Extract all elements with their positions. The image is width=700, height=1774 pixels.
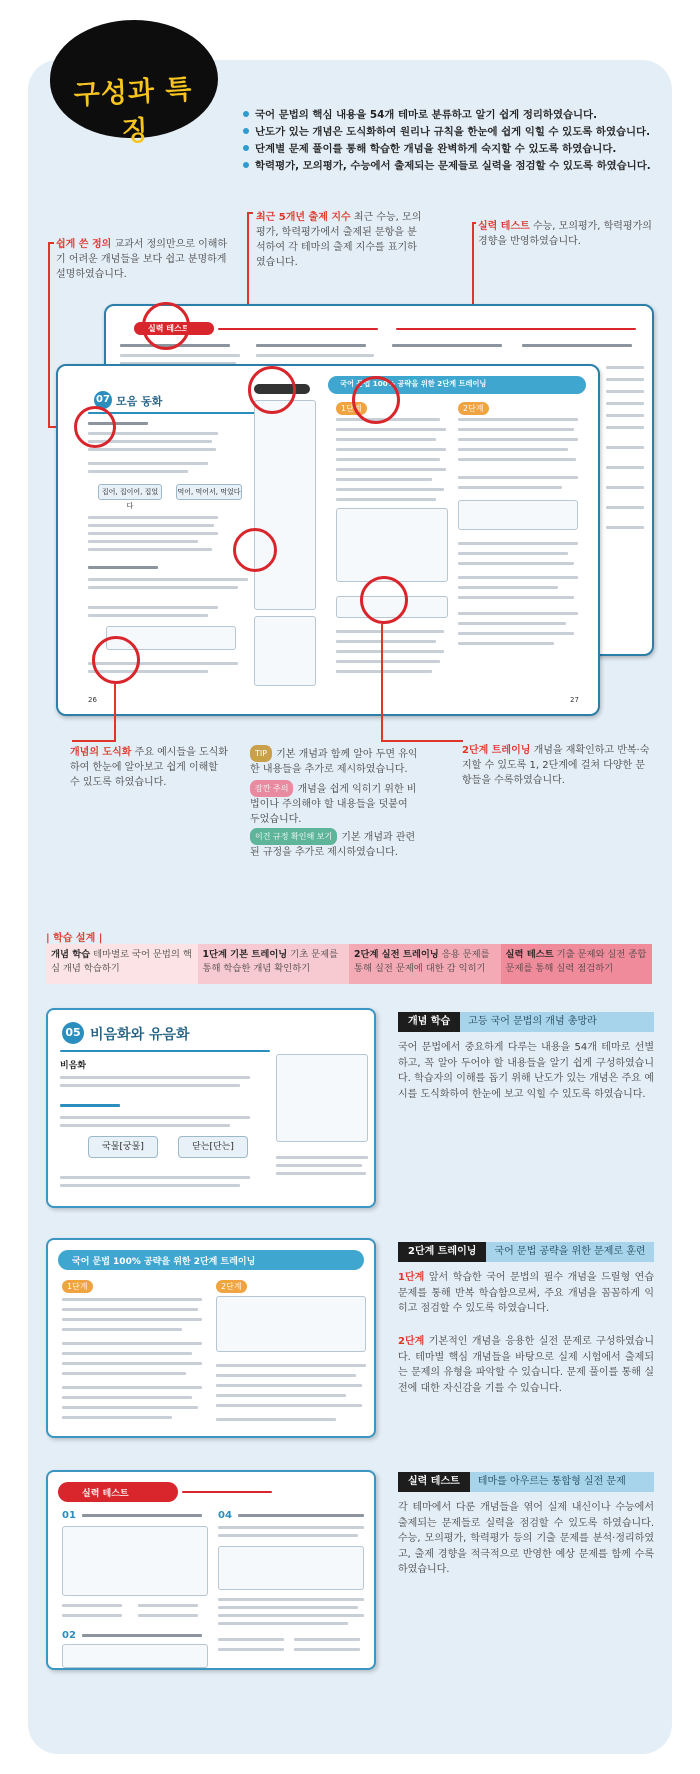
right-page-number: 27 <box>570 696 579 704</box>
callout-five-year-index: 최근 5개년 출제 지수 최근 수능, 모의평가, 학력평가에서 출제된 문항을 분석하여 각 테마의 출제 지수를 표기하였습니다. <box>256 212 422 268</box>
text-line <box>396 328 636 330</box>
text-line <box>218 1606 358 1609</box>
lesson-number: 07 <box>94 391 112 409</box>
section-header-skill-test: 실력 테스트 테마를 아우르는 통합형 실전 문제 <box>398 1472 654 1492</box>
lesson-title: 모음 동화 <box>116 395 163 408</box>
text-line <box>60 1176 250 1179</box>
table-box <box>254 616 316 686</box>
text-line <box>82 1514 202 1517</box>
section-body-concept: 국어 문법에서 중요하게 다루는 내용을 54개 테마로 선별하고, 꼭 알아 두어야 할 내용들을 알기 쉽게 구성하였습니다. 학습자의 이해를 돕기 위해 난도가 있는 개념은 주요 예시를 도식화하여 한눈에 보고 익힐 수 있도록 하였습니다. <box>398 1042 654 1100</box>
card-title: 비음화와 유음화 <box>90 1027 190 1043</box>
stage-tab: 2단계 <box>458 402 489 415</box>
text-line <box>88 548 212 551</box>
text-line <box>62 1406 198 1409</box>
training-header-label: 국어 문법 100% 공략을 위한 2단계 트레이닝 <box>340 379 487 388</box>
left-page-number: 26 <box>88 696 97 704</box>
text-line <box>60 1116 250 1119</box>
text-line <box>294 1638 360 1641</box>
text-line <box>82 1634 202 1637</box>
text-line <box>88 448 216 451</box>
exercise-table <box>336 508 448 582</box>
text-line <box>88 540 198 543</box>
text-line <box>336 458 440 461</box>
text-line <box>60 1184 240 1187</box>
connector-line <box>381 624 383 740</box>
text-line <box>458 576 578 579</box>
text-line <box>294 1648 360 1651</box>
design-cell-concept: 개념 학습 테마별로 국어 문법의 핵심 개념 학습하기 <box>46 944 198 984</box>
text-line <box>62 1298 202 1301</box>
connector-line <box>48 242 50 427</box>
text-line <box>88 614 208 617</box>
text-line <box>336 630 444 633</box>
text-line <box>62 1386 202 1389</box>
text-line <box>276 1164 362 1167</box>
table-box <box>218 1546 364 1590</box>
text-line <box>336 660 440 663</box>
example-pill: 국물[궁물] <box>88 1136 158 1158</box>
feature-list <box>243 107 651 175</box>
text-line <box>88 606 218 609</box>
skill-test-header-label: 실력 테스트 <box>148 324 190 333</box>
text-line <box>276 1172 366 1175</box>
text-line <box>606 426 644 429</box>
text-line <box>216 1364 366 1367</box>
text-line <box>60 1084 240 1087</box>
highlight-ring <box>92 636 140 684</box>
text-line <box>458 622 566 625</box>
connector-line <box>72 740 116 742</box>
text-line <box>88 578 248 581</box>
callout-diagram: 개념의 도식화 주요 예시들을 도식화하여 한눈에 알아보고 쉽게 이해할 수 있도록 하였습니다. <box>70 747 228 788</box>
text-line <box>62 1604 122 1607</box>
example-pill: 먹어, 먹어서, 먹었다 <box>176 484 242 500</box>
question-number: 01 <box>62 1510 76 1521</box>
text-line <box>458 418 578 421</box>
text-line <box>62 1318 202 1321</box>
text-line <box>62 1308 198 1311</box>
feature-item: 학력평가, 모의평가, 수능에서 출제되는 문제들로 실력을 점검할 수 있도록 하였습니다. <box>243 158 651 175</box>
text-line <box>606 402 644 405</box>
stage-tab: 2단계 <box>216 1280 247 1293</box>
feature-item: 단계별 문제 풀이를 통해 학습한 개념을 완벽하게 숙지할 수 있도록 하였습니다. <box>243 141 651 158</box>
text-line <box>336 428 446 431</box>
question-number: 04 <box>218 1510 232 1521</box>
text-line <box>336 650 444 653</box>
connector-line <box>381 740 463 742</box>
text-line <box>62 1352 192 1355</box>
text-line <box>458 586 558 589</box>
text-line <box>120 354 240 357</box>
section-header-training: 2단계 트레이닝 국어 문법 공략을 위한 문제로 훈련 <box>398 1242 654 1262</box>
text-line <box>276 1156 368 1159</box>
text-line <box>458 612 578 615</box>
text-line <box>336 438 436 441</box>
stage-tab: 1단계 <box>336 402 367 415</box>
text-line <box>458 458 576 461</box>
text-line <box>88 586 238 589</box>
text-line <box>218 1622 348 1625</box>
text-line <box>88 516 218 519</box>
answer-box <box>458 500 578 530</box>
text-line <box>88 470 188 473</box>
text-line <box>62 1614 122 1617</box>
highlight-ring <box>74 406 116 448</box>
callout-rule: 이건 규정 확인해 보기 기본 개념과 관련된 규정을 추가로 제시하였습니다. <box>250 828 420 860</box>
text-line <box>216 1394 346 1397</box>
section-body-training-stage1: 1단계 앞서 학습한 국어 문법의 필수 개념을 드릴형 연습 문제를 통해 반복 학습함으로써, 주요 개념을 꼼꼼하게 익히고 점검할 수 있도록 하였습니다. <box>398 1272 654 1314</box>
text-line <box>336 448 446 451</box>
text-line <box>218 1638 284 1641</box>
text-line <box>62 1328 182 1331</box>
text-line <box>62 1362 202 1365</box>
highlight-ring <box>233 528 277 572</box>
card-header-label: 실력 테스트 <box>82 1489 129 1499</box>
page-title: 구성과 특징 <box>73 73 194 148</box>
text-line <box>216 1384 362 1387</box>
text-line <box>218 328 378 330</box>
text-line <box>606 414 644 417</box>
text-line <box>458 486 562 489</box>
text-line <box>218 1648 284 1651</box>
concept-card <box>46 1008 376 1208</box>
callout-skill-test: 실력 테스트 수능, 모의평가, 학력평가의 경향을 반영하였습니다. <box>478 221 652 247</box>
text-line <box>606 366 644 369</box>
skill-test-card <box>46 1470 376 1670</box>
text-line <box>62 1372 186 1375</box>
text-line <box>458 476 578 479</box>
text-line <box>392 344 502 347</box>
section-body-training-stage2: 2단계 기본적인 개념을 응용한 실전 문제로 구성하였습니다. 테마별 핵심 개념들을 바탕으로 실제 시험에서 출제되는 문제의 유형을 파악할 수 있습니다. 문제 풀이를 통해 실전에 대한 자신감을 기를 수 있습니다. <box>398 1336 654 1394</box>
callout-stage2: 2단계 트레이닝 개념을 재확인하고 반복·숙지할 수 있도록 1, 2단계에 걸쳐 다양한 문항들을 수록하였습니다. <box>462 745 650 786</box>
design-cell-stage1: 1단계 기본 트레이닝 기초 문제를 통해 학습한 개념 확인하기 <box>198 944 350 984</box>
example-pill: 집어, 집이어, 집었다 <box>98 484 162 500</box>
text-line <box>606 378 644 381</box>
text-line <box>62 1342 202 1345</box>
text-line <box>522 344 632 347</box>
text-line <box>138 1604 198 1607</box>
text-line <box>606 466 644 469</box>
text-line <box>458 642 554 645</box>
text-line <box>458 632 574 635</box>
exercise-box <box>216 1296 366 1352</box>
text-line <box>458 438 578 441</box>
section-body-skill-test: 각 테마에서 다룬 개념들을 엮어 실제 내신이나 수능에서 출제되는 문제들로 실력을 점검할 수 있도록 하였습니다. 수능, 모의평가, 학력평가 등의 기출 문제를 분석·정리하였고, 출제 경향을 적극적으로 반영한 예상 문제를 함께 수록하였습니다. <box>398 1502 654 1575</box>
card-subtitle: 비음화 <box>60 1061 87 1071</box>
text-line <box>216 1418 336 1421</box>
text-line <box>216 1374 356 1377</box>
text-line <box>606 526 644 529</box>
sidebar-box <box>254 400 316 610</box>
text-line <box>88 462 208 465</box>
text-line <box>218 1598 364 1601</box>
text-line <box>606 390 644 393</box>
text-line <box>256 344 366 347</box>
card-header-label: 국어 문법 100% 공략을 위한 2단계 트레이닝 <box>72 1257 256 1267</box>
design-cell-stage2: 2단계 실전 트레이닝 응용 문제를 통해 실전 문제에 대한 감 익히기 <box>349 944 501 984</box>
text-line <box>60 1050 270 1052</box>
callout-tip: TIP 기본 개념과 함께 알아 두면 유익한 내용들을 추가로 제시하였습니다. <box>250 745 420 777</box>
text-line <box>138 1614 198 1617</box>
text-line <box>336 488 444 491</box>
text-line <box>218 1526 364 1529</box>
text-line <box>256 354 374 357</box>
text-line <box>218 1614 364 1617</box>
feature-item: 국어 문법의 핵심 내용을 54개 테마로 분류하고 알기 쉽게 정리하였습니다. <box>243 107 651 124</box>
text-line <box>216 1404 362 1407</box>
text-line <box>458 552 568 555</box>
text-line <box>606 506 644 509</box>
feature-item: 난도가 있는 개념은 도식화하여 원리나 규칙을 한눈에 쉽게 익힐 수 있도록 하였습니다. <box>243 124 651 141</box>
text-line <box>336 468 446 471</box>
text-line <box>336 670 432 673</box>
sidebar-box <box>276 1054 368 1142</box>
stage-tab: 1단계 <box>62 1280 93 1293</box>
callout-caution: 잠깐 주의 개념을 쉽게 익히기 위한 비법이나 주의해야 할 내용들을 덧붙여 두었습니다. <box>250 780 420 827</box>
text-line <box>60 1124 230 1127</box>
highlight-ring <box>360 576 408 624</box>
highlight-ring <box>352 376 400 424</box>
highlight-ring <box>142 302 190 350</box>
design-cell-skill-test: 실력 테스트 기출 문제와 실전 종합 문제를 통해 실력 점검하기 <box>501 944 653 984</box>
text-line <box>182 1491 272 1493</box>
text-line <box>458 596 574 599</box>
card-number: 05 <box>62 1022 84 1044</box>
text-line <box>458 542 578 545</box>
learning-design-label: | 학습 설계 | <box>46 933 103 944</box>
text-line <box>458 448 568 451</box>
text-line <box>60 1076 250 1079</box>
callout-easy-definition: 쉽게 쓴 정의 교과서 정의만으로 이해하기 어려운 개념들을 보다 쉽고 분명하게 설명하였습니다. <box>56 239 228 280</box>
text-line <box>238 1514 364 1517</box>
text-line <box>62 1396 192 1399</box>
section-header-concept: 개념 학습 고등 국어 문법의 개념 총망라 <box>398 1012 654 1032</box>
text-line <box>336 640 436 643</box>
text-line <box>218 1534 358 1537</box>
question-number: 02 <box>62 1630 76 1641</box>
text-line <box>458 562 574 565</box>
text-line <box>60 1104 120 1107</box>
learning-design-table <box>46 944 652 984</box>
text-line <box>88 524 214 527</box>
text-line <box>336 478 432 481</box>
example-pill: 닫는[단는] <box>178 1136 248 1158</box>
text-line <box>606 446 644 449</box>
question-box <box>62 1644 208 1668</box>
highlight-ring <box>248 366 296 414</box>
text-line <box>88 566 158 569</box>
question-box <box>62 1526 208 1596</box>
text-line <box>88 532 218 535</box>
connector-line <box>114 684 116 740</box>
text-line <box>458 428 574 431</box>
text-line <box>62 1416 172 1419</box>
training-card <box>46 1238 376 1438</box>
text-line <box>336 498 436 501</box>
text-line <box>606 486 644 489</box>
